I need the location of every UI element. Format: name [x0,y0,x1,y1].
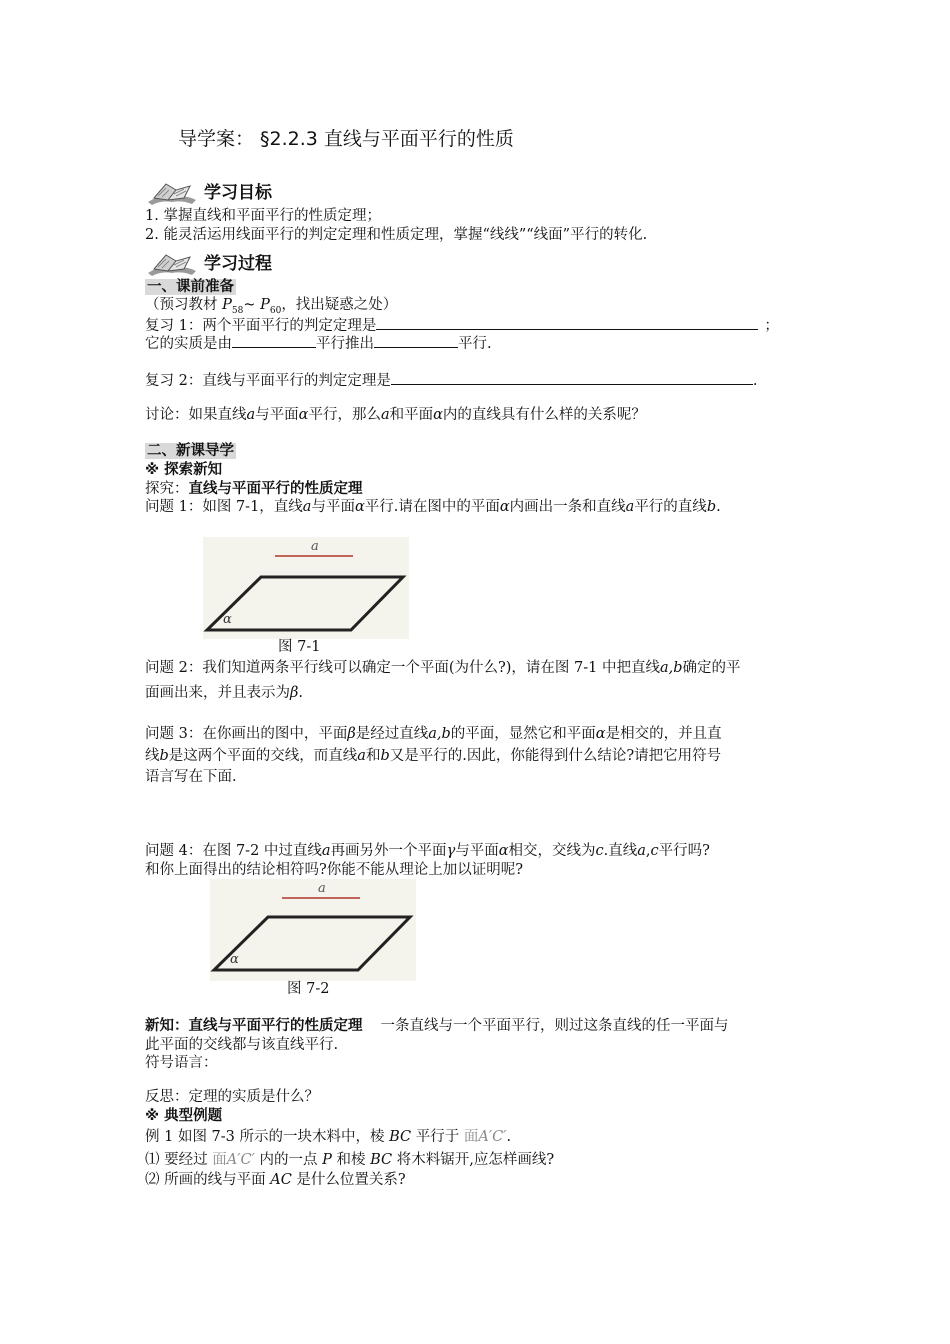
fill-blank[interactable] [376,315,758,330]
preview-note: （预习教材 $P_{58}\sim$ $P_{60}$，找出疑惑之处） [145,297,398,316]
section-heading: 一、课前准备 [147,279,234,295]
question-4-cont: 和你上面得出的结论相符吗?你能不能从理论上加以证明呢? [145,862,524,878]
question-4: 问题 4：在图 7-2 中过直线a再画另外一个平面γ与平面α相交，交线为c.直线a,c平行吗? [145,843,710,859]
review-1-cont: 它的实质是由 平行推出 平行. [145,333,492,354]
process-header [146,251,272,277]
plane-label: α [230,952,239,967]
process-heading: 学习过程 [204,253,272,274]
example-1-part-1: ⑴ 要经过 面A′C′ 内的一点 P 和棱 BC 将木料锯开,应怎样画线? [145,1152,555,1168]
new-knowledge: 新知：直线与平面平行的性质定理 一条直线与一个平面平行，则过这条直线的任一平面与 [145,1018,729,1034]
review-1: 复习 1：两个平面平行的判定定理是 ； [145,315,779,336]
explore-title: 探究：直线与平面平行的性质定理 [145,481,363,497]
goals-header [146,180,272,206]
line-label: a [311,539,319,554]
question-3-cont: 线b是这两个平面的交线，而直线a和b又是平行的.因此，你能得到什么结论?请把它用符号 [145,748,722,764]
question-1: 问题 1：如图 7-1，直线a与平面α平行.请在图中的平面α内画出一条和直线a平行的直线b. [145,499,721,515]
book-icon [146,251,198,277]
figure-caption: 图 7-1 [278,639,321,655]
review-2: 复习 2：直线与平面平行的判定定理是 . [145,370,757,391]
plane-diagram [203,537,409,639]
plane-diagram [210,879,416,981]
page-title: 导学案： §2.2.3 直线与平面平行的性质 [178,128,514,150]
example-1-part-2: ⑵ 所画的线与平面 AC 是什么位置关系? [145,1172,406,1188]
goals-heading: 学习目标 [204,182,272,203]
plane-label: α [223,612,232,627]
figure-caption: 图 7-2 [287,981,330,997]
section-heading: 二、新课导学 [147,443,234,459]
line-label: a [318,881,326,896]
symbolic-language: 符号语言： [145,1055,218,1071]
reflection: 反思：定理的实质是什么？ [145,1089,319,1105]
question-2: 问题 2：我们知道两条平行线可以确定一个平面(为什么?)，请在图 7-1 中把直线a,b确定的平 [145,660,741,676]
new-knowledge-cont: 此平面的交线都与该直线平行. [145,1037,339,1053]
book-icon [146,180,198,206]
question-2-cont: 面画出来，并且表示为β. [145,685,303,701]
discussion: 讨论：如果直线a与平面α平行，那么a和平面α内的直线具有什么样的关系呢？ [145,407,646,423]
example-1: 例 1 如图 7-3 所示的一块木料中，棱 BC 平行于 面A′C′. [145,1129,512,1145]
question-3-cont: 语言写在下面. [145,769,237,785]
goal-item: 1. 掌握直线和平面平行的性质定理； [145,208,381,224]
fill-blank[interactable] [391,370,753,385]
figure-7-2 [210,879,416,981]
explore-heading: ※ 探索新知 [145,462,223,478]
question-3: 问题 3：在你画出的图中，平面β是经过直线a,b的平面，显然它和平面α是相交的，并且直 [145,726,722,742]
examples-heading: ※ 典型例题 [145,1108,223,1124]
fill-blank[interactable] [232,333,316,348]
fill-blank[interactable] [374,333,458,348]
goal-item: 2. 能灵活运用线面平行的判定定理和性质定理，掌握“线线”“线面”平行的转化. [145,227,648,243]
figure-7-1 [203,537,409,639]
